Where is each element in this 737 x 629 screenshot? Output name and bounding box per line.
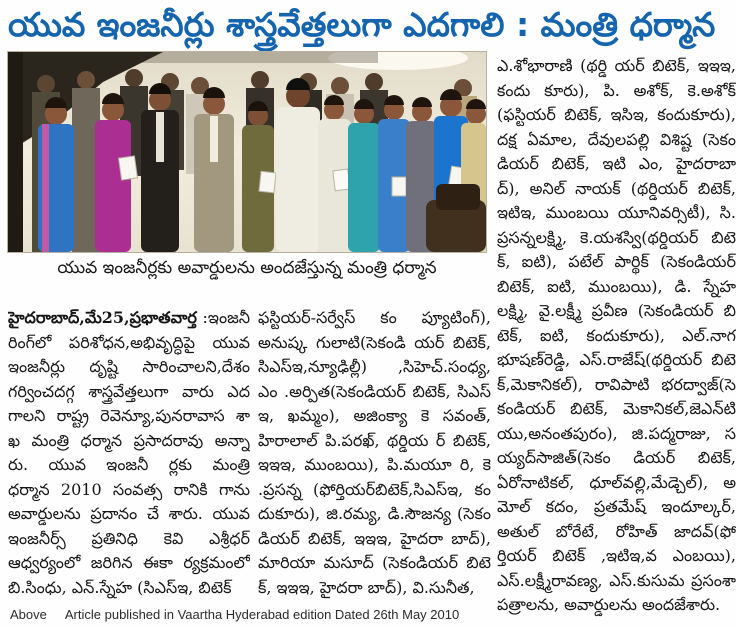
publication-note: [10, 605, 730, 625]
text-line: ఆధ్వర్యంలో జరిగిన ఈకా ర్యక్రమంలో: [8, 553, 250, 572]
text-line: (ఫస్టియర్ బిటెక్, ఇసిఇ, కందుకూరు),: [497, 105, 736, 124]
dateline-rest: :ఇంజనీ: [196, 308, 250, 327]
text-line: టెక్, ఐటి, కందుకూరు), ఎల్.నాగ: [497, 325, 736, 345]
text-line: క్, ఐటి), పటేల్ పార్థిక్ (సెకండియర్: [497, 252, 736, 271]
text-line: ఎస్.లక్ష్మీరావణ్య, ఎస్.కుసుమ ప్రసంశా: [497, 570, 736, 590]
text-line: క్,మెకానికల్), రావిపాటి భరద్వాజ్(సె: [497, 374, 736, 394]
text-line: ఇంజనీర్స్ ప్రతినిధి కెవి ఎశ్రీధర్: [8, 528, 250, 548]
dateline-bold: హైదరాబాద్,మే25,ప్రభాతవార్త: [8, 308, 197, 327]
article-column-middle: [258, 306, 491, 600]
article-column-left: [8, 306, 250, 600]
text-line: అవార్డులను ప్రదానం చే శారు. యువ: [8, 504, 250, 523]
text-line: అతుల్ బోరేటే, రోహిత్ జాదవ్(ఫో: [497, 521, 736, 541]
text-line: దక్ష ఏమాల, దేవులపల్లి విశిష్ట (సెకం: [497, 129, 736, 149]
text-line: రింగ్‌లో పరిశోధన,అభివృద్ధిపై యువ: [8, 332, 250, 352]
middle-column-lines: [258, 306, 491, 600]
text-line: గర్వించదగ్గ శాస్త్రవేత్తలుగా వారు ఎద: [8, 381, 250, 401]
photo-caption: యువ ఇంజనీర్లకు అవార్డులను అందజేస్తున్న మంత్రి ధర్మాన: [57, 258, 437, 278]
text-line: ఇ, ఖమ్మం), అజింక్యా కె సవంత్,: [258, 406, 491, 425]
text-line: భూషణ్‌రెడ్డి, ఎస్.రాజేష్(థర్డియర్ బిటె: [497, 350, 736, 369]
publication-note-text: Article published in Vaartha Hyderabad edition Dated 26th May 2010: [64, 607, 460, 622]
text-line: కందు కూరు), పి. అశోక్, కె.అశోక్: [497, 80, 736, 100]
text-line: ఎం .అర్పిత(సెకండియర్ బిటెక్, సిఎస్: [258, 381, 491, 401]
text-line: ర్తియర్ బిటెక్ ,ఇటిఇ,వ ఎంబయి),: [497, 546, 736, 565]
photo-front-row: [38, 78, 486, 252]
text-line: సిఎస్‌ఇ,న్యూఢిల్లీ) ,సిహెచ్.సంధ్య,: [258, 357, 491, 376]
dateline: [8, 306, 250, 331]
text-line: .ప్రసన్న (ఫోర్తియర్‌బిటెక్,సిఎస్‌ఇ, కం: [258, 479, 491, 499]
text-line: బిటెక్, ఐటి, ముంబయి), డి. స్నేహ: [497, 276, 736, 296]
article-column-right: [497, 54, 736, 618]
right-column-lines: [497, 54, 736, 618]
text-line: ఇంజనీర్లు దృష్టి సారించాలని,దేశం: [8, 357, 250, 376]
text-line: గాలని రాష్ట్ర రెవెన్యూ,పునరావాస శా: [8, 406, 250, 425]
text-line: ద్), అనిల్ నాయక్ (థర్డియర్ బిటెక్,: [497, 178, 736, 198]
text-line: ధర్మాన 2010 సంవత్స రానికి గాను: [8, 479, 250, 499]
text-line: య్యద్‌సాజిత్(సెకం డియర్ బిటెక్,: [497, 448, 736, 467]
text-line: క్, ఇఇఇ, హైదరా బాద్), వి.సునీత,: [258, 577, 475, 597]
text-line: ఇఇఇ, ముంబయి), పి.మయూ రి, కె: [258, 455, 491, 474]
text-line: లక్ష్మి, వై.లక్ష్మీ ప్రవీణ (సెకండియర్ బి: [497, 301, 736, 320]
text-line: ఫస్టియర్-సర్వేస్ కం ప్యూటింగ్),: [258, 308, 491, 327]
article-headline: యువ ఇంజనీర్లు శాస్త్రవేత్తలుగా ఎదగాలి : మంత్రి ధర్మాన: [8, 5, 716, 44]
text-line: పత్రాలను, అవార్డులను అందజేశారు.: [497, 595, 721, 614]
text-line: యు,అనంతపురం), జి.పద్మరాజు, స: [497, 423, 736, 443]
text-line: కండియర్ బిటెక్, మెకానికల్,జెఎన్‌టి: [497, 399, 736, 418]
text-line: ఎ.శోభారాణి (థర్డి యర్ బిటెక్, ఇఇఇ,: [497, 56, 736, 75]
text-line: మారియా మసూద్ (సెకండియర్ బిటె: [258, 553, 491, 572]
text-line: మోల్ కదం, ప్రతమేష్ ఇందూల్కర్,: [497, 497, 736, 516]
photo-image: [8, 52, 486, 252]
text-line: రు. యువ ఇంజనీ ర్లకు మంత్రి: [8, 455, 250, 474]
article-photo: [8, 52, 486, 252]
left-column-lines: [8, 331, 250, 601]
text-line: దుకూరు), జి.రమ్య, డి.సౌజన్య (సెకం: [258, 504, 491, 523]
text-line: ఏరోనాటికల్, ధూల్‌వల్లి,మేడ్చెల్), అ: [497, 472, 736, 492]
text-line: అనుష్క గులాటి(సెకండి యర్ బిటెక్,: [258, 332, 491, 352]
text-line: బి.సింధు, ఎన్.స్నేహ (సిఎస్‌ఇ, బిటెక్: [8, 577, 232, 597]
text-line: డియర్ బిటెక్, ఇటి ఎం, హైదరాబా: [497, 154, 736, 173]
text-line: ప్రసన్నలక్ష్మి, కె.యశస్వి(థర్డియర్ బిటె: [497, 227, 736, 247]
text-line: డియర్ బిటెక్, ఇఇఇ, హైదరా బాద్),: [258, 528, 491, 548]
text-line: ఖ మంత్రి ధర్మాన ప్రసాదరావు అన్నా: [8, 430, 250, 450]
text-line: హిరాలాల్ పి.పరఖ్, థర్డియ ర్ బిటెక్,: [258, 430, 491, 450]
text-line: ఇటిఇ, ముంబయి యూనివర్సిటీ), సి.: [497, 203, 736, 222]
publication-note-prefix: Above: [10, 607, 47, 622]
